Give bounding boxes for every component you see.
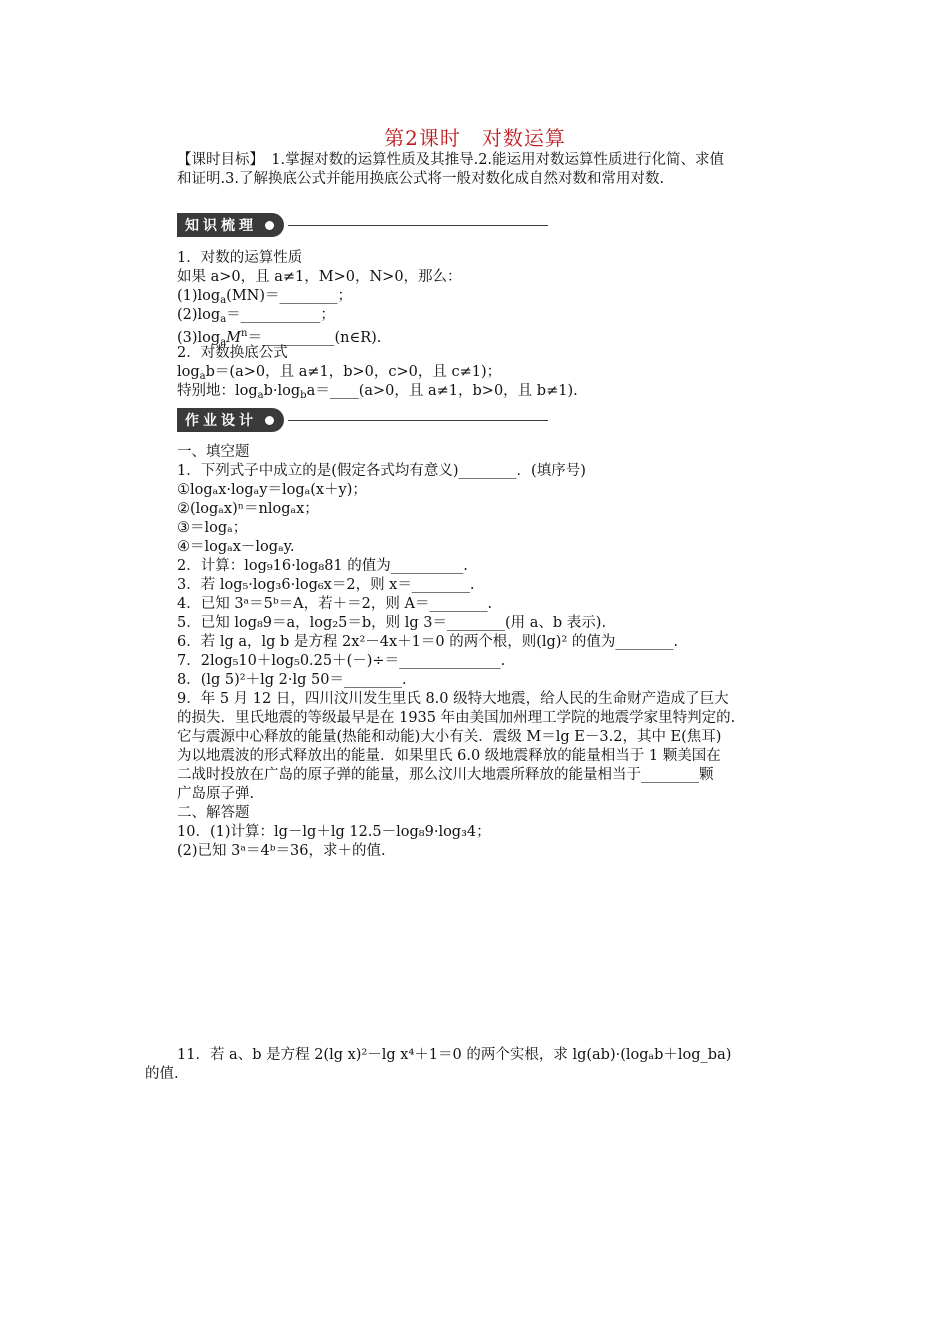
knowledge-line-8: 特别地：$\log_ab\cdot\log_ba=\_\_\_\_(a>0$，且 a≠1，b>0，且 b≠1). xyxy=(177,383,578,401)
section-header-knowledge xyxy=(177,212,548,238)
homework-line: 它与震源中心释放的能量(热能和动能)大小有关．震级 M＝lg E－3.2，其中 E(焦耳) xyxy=(177,729,722,745)
knowledge-line-1: 1．对数的运算性质 xyxy=(177,250,303,266)
homework-line: 11．若 a、b 是方程 2(lg x)²－lg x⁴＋1＝0 的两个实根，求 lg(ab)·(logₐb＋log_ba) xyxy=(177,1047,732,1063)
homework-line: ③＝logₐ； xyxy=(177,520,248,536)
section-header-homework xyxy=(177,407,548,433)
section-rule xyxy=(288,225,548,226)
homework-line: 的损失．里氏地震的等级最早是在 1935 年由美国加州理工学院的地震学家里特判定的. xyxy=(177,710,736,726)
lesson-title: 第2课时 对数运算 xyxy=(384,126,566,150)
homework-line: (2)已知 3ᵃ＝4ᵇ＝36，求＋的值. xyxy=(177,843,386,859)
homework-line: 6．若 lg a，lg b 是方程 2x²－4x＋1＝0 的两个根，则(lg)² 的值为________. xyxy=(177,634,678,650)
homework-line: 5．已知 log₈9＝a，log₂5＝b，则 lg 3＝________(用 a、b 表示). xyxy=(177,615,607,631)
knowledge-line-6: 2．对数换底公式 xyxy=(177,345,288,361)
homework-line: 3．若 log₅·log₃6·log₆x＝2，则 x＝________. xyxy=(177,577,475,593)
homework-line: 4．已知 3ᵃ＝5ᵇ＝A，若＋＝2，则 A＝________. xyxy=(177,596,493,612)
homework-line: 的值. xyxy=(145,1066,179,1082)
homework-line: 7．2log₅10＋log₅0.25＋(－)÷＝______________. xyxy=(177,653,506,669)
goals-line-1: 【课时目标】 1.掌握对数的运算性质及其推导.2.能运用对数运算性质进行化简、求值 xyxy=(177,152,725,168)
section-label: 作业设计 xyxy=(185,413,257,429)
homework-line: ①logₐx·logₐy＝logₐ(x＋y)； xyxy=(177,482,367,498)
homework-line: 10．(1)计算：lg－lg＋lg 12.5－log₈9·log₃4； xyxy=(177,824,491,840)
goals-line-2: 和证明.3.了解换底公式并能用换底公式将一般对数化成自然对数和常用对数. xyxy=(177,171,665,187)
homework-line: 为以地震波的形式释放出的能量．如果里氏 6.0 级地震释放的能量相当于 1 颗美国在 xyxy=(177,748,721,764)
homework-line: 一、填空题 xyxy=(177,444,250,460)
homework-line: 二战时投放在广岛的原子弹的能量，那么汶川大地震所释放的能量相当于________颗 xyxy=(177,767,714,783)
section-rule xyxy=(288,420,548,421)
knowledge-line-5: $(3)\log_aM^n=\_\_\_\_\_\_\_\_\_\_(n\in R)$. xyxy=(177,328,382,348)
homework-line: 1．下列式子中成立的是(假定各式均有意义)________．(填序号) xyxy=(177,463,586,479)
bullet-dot-icon xyxy=(265,221,274,230)
homework-line: 二、解答题 xyxy=(177,805,250,821)
knowledge-line-2: 如果 a>0，且 a≠1，M>0，N>0，那么： xyxy=(177,269,462,285)
homework-line: ②(logₐx)ⁿ＝nlogₐx； xyxy=(177,501,319,517)
homework-line: 8．(lg 5)²＋lg 2·lg 50＝________. xyxy=(177,672,407,688)
section-label-box xyxy=(177,408,284,432)
section-label: 知识梳理 xyxy=(185,218,257,234)
homework-line: ④＝logₐx－logₐy. xyxy=(177,539,295,555)
knowledge-line-7: $\log_ab=(a>0$，且 a≠1，b>0，c>0，且 c≠1)； xyxy=(177,364,502,382)
homework-line: 广岛原子弹. xyxy=(177,786,255,802)
section-label-box xyxy=(177,213,284,237)
knowledge-line-4: $(2)\log_a=\_\_\_\_\_\_\_\_\_\_\_$； xyxy=(177,307,335,325)
homework-line: 2．计算：log₉16·log₈81 的值为__________. xyxy=(177,558,468,574)
bullet-dot-icon xyxy=(265,416,274,425)
knowledge-line-3: $(1)\log_a(MN)=\_\_\_\_\_\_\_\_$； xyxy=(177,288,353,306)
homework-line: 9．年 5 月 12 日，四川汶川发生里氏 8.0 级特大地震，给人民的生命财产造成了巨大 xyxy=(177,691,729,707)
